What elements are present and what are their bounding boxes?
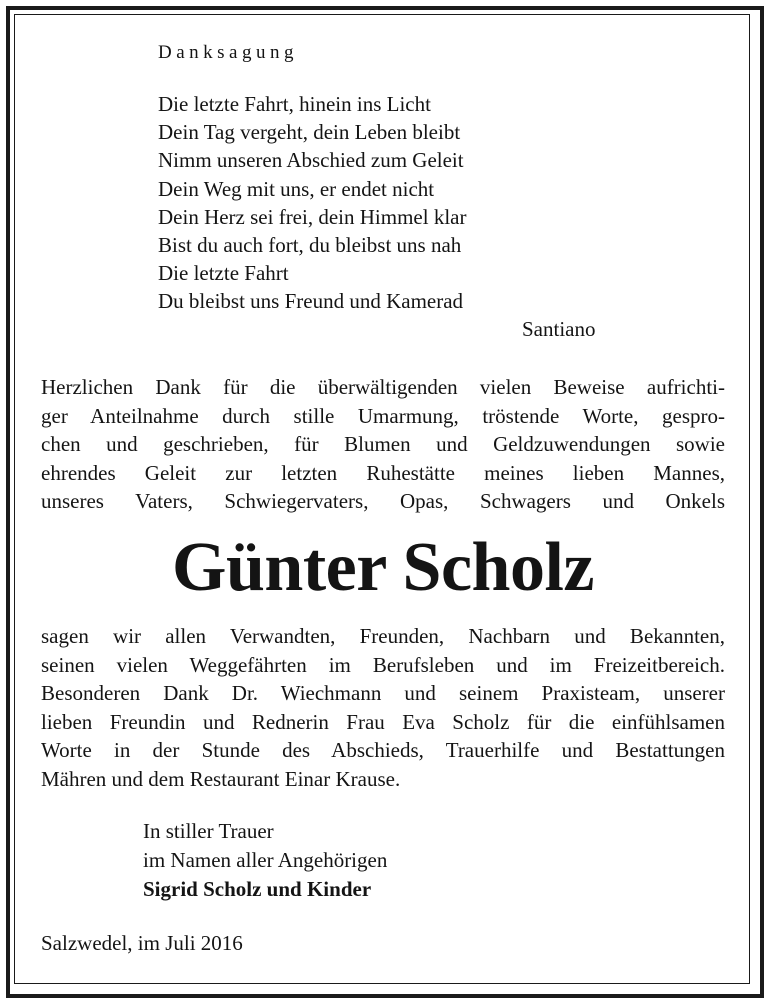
closing-block [143, 817, 387, 904]
paragraph-line: unseres Vaters, Schwiegervaters, Opas, Schwagers und Onkels [41, 489, 725, 514]
poem-line: Dein Herz sei frei, dein Himmel klar [158, 204, 467, 229]
message-paragraph [41, 622, 725, 794]
poem-line: Die letzte Fahrt, hinein ins Licht [158, 92, 431, 116]
closing-line: In stiller Trauer [143, 819, 274, 843]
thanks-paragraph [41, 373, 725, 516]
poem-line: Bist du auch fort, du bleibst uns nah [158, 233, 462, 258]
poem-line: Dein Weg mit uns, er endet nicht [158, 176, 435, 201]
paragraph-line: Herzlichen Dank für die überwältigenden vielen Beweise aufrichti- [41, 375, 725, 399]
place-date: Salzwedel, im Juli 2016 [41, 931, 243, 955]
poem-line: Nimm unseren Abschied zum Geleit [158, 148, 464, 173]
deceased-name: Günter Scholz [172, 529, 594, 606]
paragraph-line: sagen wir allen Verwandten, Freunden, Nachbarn und Bekannten, [41, 624, 725, 648]
paragraph-line: Besonderen Dank Dr. Wiechmann und seinem Praxisteam, unserer [41, 681, 725, 706]
paragraph-line: ger Anteilnahme durch stille Umarmung, tröstende Worte, gespro- [41, 403, 725, 428]
closing-line: im Namen aller Angehörigen [143, 848, 388, 872]
paragraph-line: Mähren und dem Restaurant Einar Krause. [41, 766, 401, 791]
poem-author: Santiano [522, 317, 596, 341]
poem-line: Die letzte Fahrt [158, 261, 289, 286]
paragraph-line: chen und geschrieben, für Blumen und Geldzuwendungen sowie [41, 432, 725, 457]
poem-line: Du bleibst uns Freund und Kamerad [158, 289, 464, 314]
heading-danksagung: Danksagung [158, 42, 298, 63]
signatories: Sigrid Scholz und Kinder [143, 877, 372, 901]
poem [158, 90, 718, 316]
paragraph-line: Worte in der Stunde des Abschieds, Trauerhilfe und Bestattungen [41, 738, 725, 763]
paragraph-line: ehrendes Geleit zur letzten Ruhestätte meines lieben Mannes, [41, 460, 725, 485]
poem-line: Dein Tag vergeht, dein Leben bleibt [158, 120, 461, 145]
paragraph-line: seinen vielen Weggefährten im Berufsleben und im Freizeitbereich. [41, 652, 725, 677]
paragraph-line: lieben Freundin und Rednerin Frau Eva Scholz für die einfühlsamen [41, 709, 725, 734]
